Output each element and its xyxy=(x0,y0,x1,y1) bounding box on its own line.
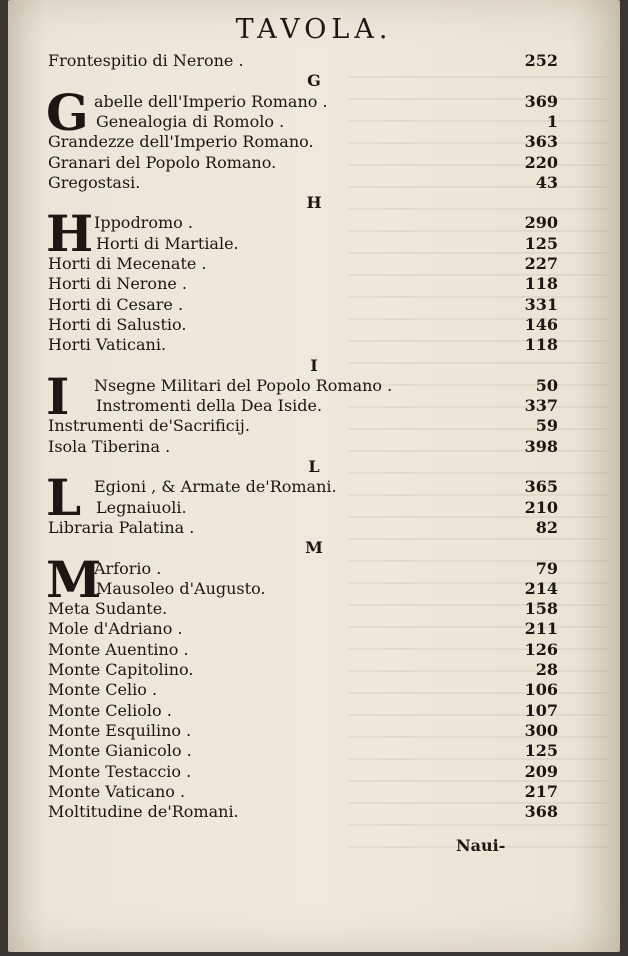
entry-page-number: 125 xyxy=(524,741,558,761)
index-entry xyxy=(48,131,558,153)
index-entry xyxy=(48,700,558,722)
entry-page-number: 209 xyxy=(524,761,558,781)
index-entry xyxy=(48,578,558,600)
drop-cap-initial: H xyxy=(46,204,94,264)
entry-name: Grandezze dell'Imperio Romano. xyxy=(48,132,314,152)
index-letter-heading: G xyxy=(307,71,321,91)
index-entry xyxy=(48,639,558,661)
index-entry xyxy=(48,517,558,539)
entry-name: abelle dell'Imperio Romano . xyxy=(94,91,328,111)
entry-name: Ippodromo . xyxy=(94,213,193,233)
index-entry xyxy=(48,720,558,742)
entry-name: Horti di Nerone . xyxy=(48,274,188,294)
index-entry xyxy=(48,659,558,681)
index-entry xyxy=(48,618,558,640)
entry-page-number: 252 xyxy=(524,51,558,70)
drop-cap-initial: G xyxy=(46,82,89,142)
entry-page-number: 106 xyxy=(524,680,558,700)
entry-name: Monte Vaticano . xyxy=(48,781,186,801)
entry-name: Meta Sudante. xyxy=(48,599,168,619)
entry-name: Horti Vaticani. xyxy=(48,335,167,355)
entry-name: Moltitudine de'Romani. xyxy=(48,802,239,822)
entry-name: Horti di Martiale. xyxy=(96,233,239,253)
entry-name: Instrumenti de'Sacrificij. xyxy=(48,416,250,436)
index-entry xyxy=(48,50,558,72)
index-entry xyxy=(48,679,558,701)
entry-page-number: 210 xyxy=(524,497,558,517)
entry-name: Horti di Mecenate . xyxy=(48,254,207,273)
entry-page-number: 369 xyxy=(524,91,558,111)
entry-name: Mole d'Adriano . xyxy=(48,619,183,639)
index-letter-heading: L xyxy=(308,457,320,476)
index-entry xyxy=(94,476,558,498)
entry-page-number: 43 xyxy=(535,172,558,192)
entry-name: Genealogia di Romolo . xyxy=(96,111,285,131)
entry-page-number: 125 xyxy=(524,233,558,253)
entry-page-number: 337 xyxy=(524,396,558,416)
entry-name: Monte Auentino . xyxy=(48,639,189,659)
entry-page-number: 118 xyxy=(524,274,558,294)
index-entry xyxy=(48,761,558,783)
index-entry xyxy=(48,801,558,823)
entry-name: Monte Celiolo . xyxy=(48,700,172,720)
entry-page-number: 158 xyxy=(524,599,558,619)
entry-name: Monte Esquilino . xyxy=(48,720,192,740)
entry-name: Arforio . xyxy=(94,558,162,578)
entry-page-number: 398 xyxy=(524,436,558,456)
entry-name: Monte Gianicolo . xyxy=(48,741,192,761)
entry-name: Gregostasi. xyxy=(48,172,141,192)
entry-name: Instromenti della Dea Iside. xyxy=(96,396,323,416)
entry-page-number: 368 xyxy=(524,802,558,822)
entry-name: Isola Tiberina . xyxy=(48,436,171,456)
drop-cap-initial: L xyxy=(46,468,82,528)
index-letter-heading: H xyxy=(306,193,322,213)
index-entry xyxy=(48,436,558,458)
index-entry xyxy=(94,91,558,113)
entry-page-number: 363 xyxy=(524,132,558,152)
entry-page-number: 214 xyxy=(524,578,558,598)
entry-name: Frontespitio di Nerone . xyxy=(48,51,244,70)
entry-page-number: 82 xyxy=(535,517,558,537)
entry-page-number: 211 xyxy=(524,619,558,639)
index-entry xyxy=(48,273,558,295)
index-entry xyxy=(48,294,558,316)
entry-name: Monte Capitolino. xyxy=(48,660,194,679)
entry-page-number: 331 xyxy=(524,294,558,314)
entry-name: Mausoleo d'Augusto. xyxy=(96,578,266,598)
entry-name: Monte Celio . xyxy=(48,680,158,700)
index-entry xyxy=(94,212,558,234)
entry-page-number: 50 xyxy=(535,375,558,395)
entry-name: Granari del Popolo Romano. xyxy=(48,152,277,172)
entry-name: Nsegne Militari del Popolo Romano . xyxy=(94,375,393,395)
index-entry xyxy=(48,497,558,519)
entry-page-number: 59 xyxy=(535,416,558,436)
entry-page-number: 118 xyxy=(524,335,558,355)
entry-page-number: 1 xyxy=(546,111,558,131)
index-entry xyxy=(48,395,558,417)
index-entry xyxy=(48,111,558,133)
index-list xyxy=(8,0,620,952)
index-letter-heading: I xyxy=(310,355,318,375)
index-entry xyxy=(48,415,558,437)
index-entry xyxy=(48,152,558,174)
index-entry xyxy=(48,172,558,194)
index-entry xyxy=(48,598,558,620)
page-title: TAVOLA. xyxy=(235,14,393,45)
index-entry xyxy=(94,558,558,580)
entry-name: Legnaiuoli. xyxy=(96,497,187,517)
entry-page-number: 28 xyxy=(535,660,558,679)
entry-page-number: 227 xyxy=(524,254,558,273)
entry-page-number: 146 xyxy=(524,314,558,334)
entry-page-number: 300 xyxy=(524,720,558,740)
index-entry xyxy=(48,253,558,275)
entry-page-number: 220 xyxy=(524,152,558,172)
entry-name: Libraria Palatina . xyxy=(48,517,195,537)
index-entry xyxy=(48,233,558,255)
drop-cap-initial: M xyxy=(46,549,102,609)
catchword: Naui- xyxy=(456,836,506,855)
entry-name: Horti di Cesare . xyxy=(48,294,184,314)
entry-name: Horti di Salustio. xyxy=(48,314,187,334)
drop-cap-initial: I xyxy=(46,366,70,426)
index-letter-heading: M xyxy=(305,538,323,558)
entry-page-number: 365 xyxy=(524,477,558,497)
index-entry xyxy=(48,334,558,356)
entry-page-number: 107 xyxy=(524,700,558,720)
entry-page-number: 79 xyxy=(535,558,558,578)
index-entry xyxy=(48,314,558,336)
entry-page-number: 126 xyxy=(524,639,558,659)
index-entry xyxy=(48,740,558,762)
book-page xyxy=(8,0,620,952)
index-entry xyxy=(48,781,558,803)
entry-page-number: 217 xyxy=(524,781,558,801)
entry-name: Monte Testaccio . xyxy=(48,761,192,781)
entry-name: Egioni , & Armate de'Romani. xyxy=(94,477,337,497)
index-entry xyxy=(94,375,558,397)
entry-page-number: 290 xyxy=(524,213,558,233)
